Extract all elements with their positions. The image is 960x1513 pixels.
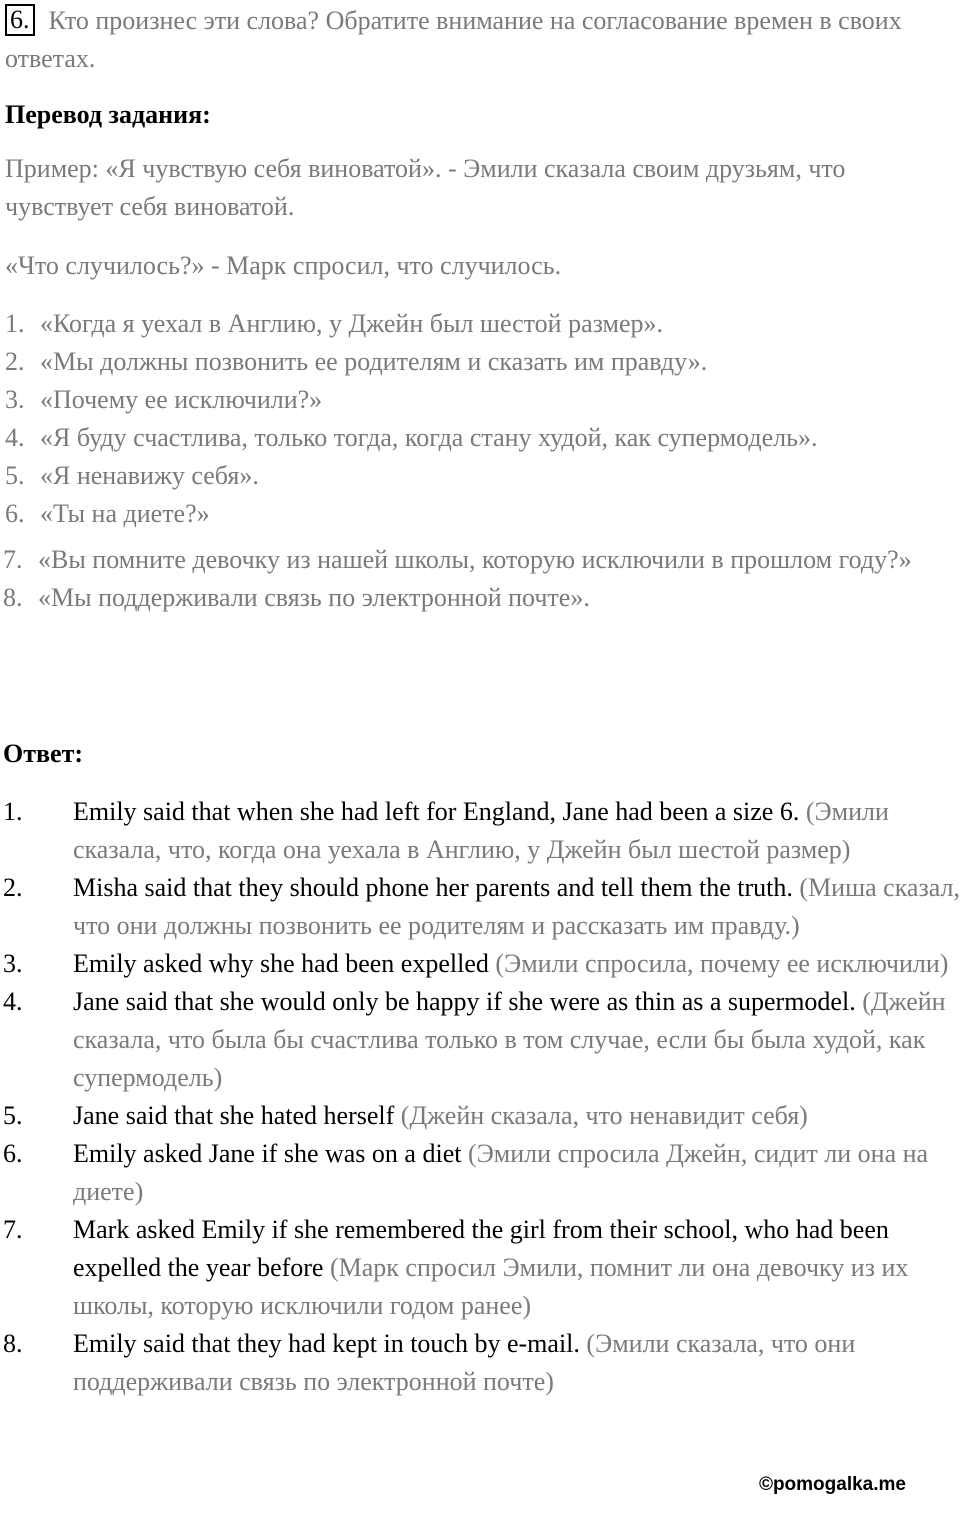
answer-item [3,793,960,869]
item-text: «Я буду счастлива, только тогда, когда стану худой, как супермодель». [40,423,818,452]
answer-item [3,1097,960,1135]
task-text: Кто произнес эти слова? Обратите внимание на согласование времен в своих ответах. [5,6,902,73]
item-text: «Я ненавижу себя». [40,461,259,490]
answer-russian: (Эмили сказала, что они поддерживали связь по электронной почте) [73,1329,856,1396]
item-number: 1. [5,309,25,338]
answer-russian: (Миша сказал, что они должны позвонить ее родителям и рассказать им правду.) [73,873,960,940]
answer-english: Emily asked why she had been expelled [73,949,489,978]
task-number: 6. [5,4,35,36]
answer-english: Jane said that she hated herself [73,1101,395,1130]
answer-item [3,983,960,1097]
answer-number: 3. [3,949,23,978]
item-text: «Ты на диете?» [40,499,210,528]
answer-russian: (Джейн сказала, что была бы счастлива только в том случае, если бы была худой, как супермодель) [73,987,946,1092]
watermark: ©pomogalka.me [758,1474,906,1495]
item-number: 5. [5,461,25,490]
item-text: «Мы должны позвонить ее родителям и сказать им правду». [40,347,708,376]
answer-number: 6. [3,1139,23,1168]
answer-english: Emily asked Jane if she was on a diet [73,1139,462,1168]
item-number: 3. [5,385,25,414]
answer-item [3,869,960,945]
translation-list-continued [3,541,948,617]
answer-item [3,1135,960,1211]
answer-item [3,945,960,983]
answer-number: 5. [3,1101,23,1130]
item-text: «Вы помните девочку из нашей школы, которую исключили в прошлом году?» [38,545,912,574]
translation-example-1: Пример: «Я чувствую себя виноватой». - Эмили сказала своим друзьям, что чувствует себя виноватой. [5,154,846,221]
item-text: «Когда я уехал в Англию, у Джейн был шестой размер». [40,309,664,338]
list-item [5,381,950,419]
list-item [5,495,950,533]
list-item [3,579,948,617]
answer-russian: (Эмили спросила, почему ее исключили) [488,949,949,978]
answer-russian: (Марк спросил Эмили, помнит ли она девочку из их школы, которую исключили годом ранее) [73,1253,909,1320]
answer-russian: (Джейн сказала, что ненавидит себя) [394,1101,808,1130]
answer-item [3,1211,960,1325]
answer-english: Jane said that she would only be happy if she were as thin as a supermodel. [73,987,856,1016]
answer-number: 7. [3,1215,23,1244]
answer-number: 2. [3,873,23,902]
answer-list [3,793,960,1401]
item-text: «Мы поддерживали связь по электронной почте». [38,583,590,612]
item-number: 2. [5,347,25,376]
answer-number: 4. [3,987,23,1016]
item-number: 8. [3,583,23,612]
list-item [5,419,950,457]
item-number: 7. [3,545,23,574]
translation-example-2: «Что случилось?» - Марк спросил, что случилось. [5,251,562,280]
translation-list [5,305,950,533]
translation-heading: Перевод задания: [5,100,211,129]
answer-number: 8. [3,1329,23,1358]
list-item [5,343,950,381]
task-header [5,2,950,78]
answer-heading: Ответ: [3,739,84,768]
list-item [5,457,950,495]
item-number: 4. [5,423,25,452]
item-text: «Почему ее исключили?» [40,385,323,414]
item-number: 6. [5,499,25,528]
answer-english: Emily said that they had kept in touch by e-mail. [73,1329,580,1358]
answer-english: Misha said that they should phone her parents and tell them the truth. [73,873,793,902]
answer-number: 1. [3,797,23,826]
answer-russian: (Эмили сказала, что, когда она уехала в Англию, у Джейн был шестой размер) [73,797,889,864]
answer-english: Mark asked Emily if she remembered the girl from their school, who had been expelled the year before [73,1215,889,1282]
answer-english: Emily said that when she had left for England, Jane had been a size 6. [73,797,800,826]
answer-item [3,1325,960,1401]
list-item [5,305,950,343]
list-item [3,541,948,579]
answer-russian: (Эмили спросила Джейн, сидит ли она на диете) [73,1139,929,1206]
